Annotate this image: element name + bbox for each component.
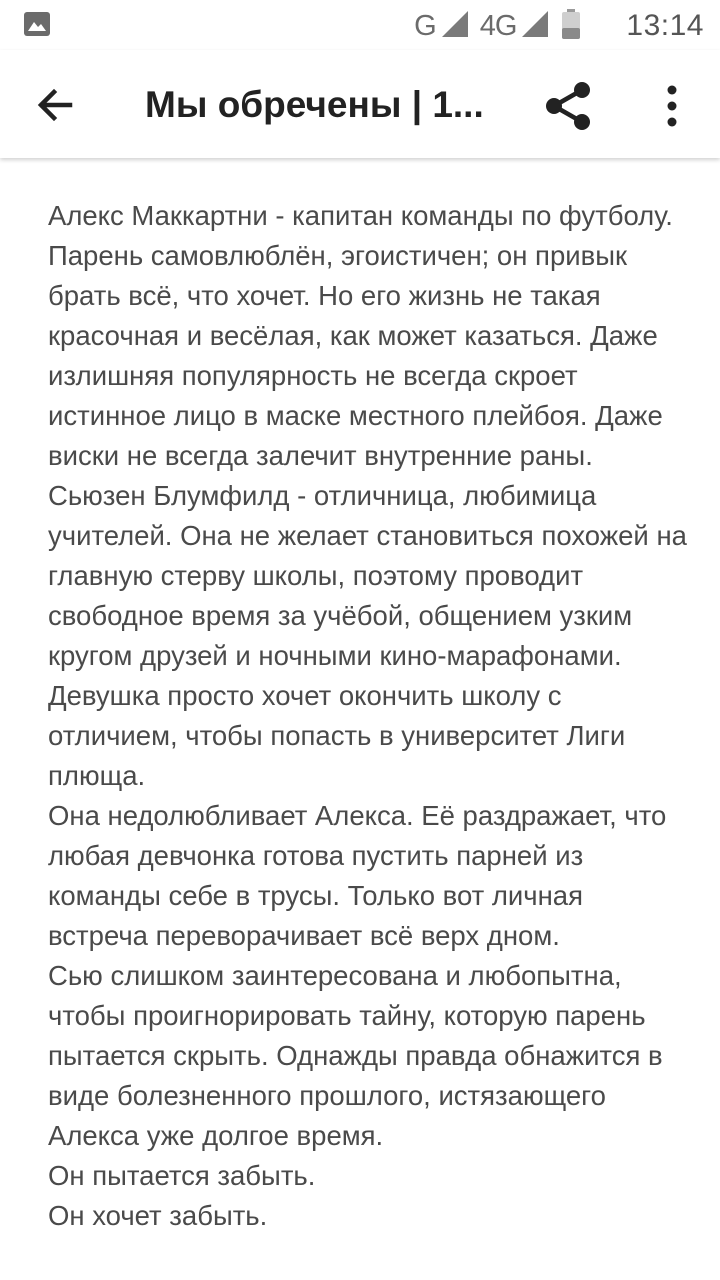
network-type-label: G <box>414 9 436 42</box>
image-icon <box>24 12 50 41</box>
description-paragraph: Алекс Маккартни - капитан команды по футболу. Парень самовлюблён, эгоистичен; он привык брать всё, что хочет. Но его жизнь не такая красочная и весёлая, как может казаться. Даже излишняя популярность не всегда скроет истинное лицо в маске местного плейбоя. Даже виски не всегда залечит внутренние раны. <box>48 200 673 471</box>
more-options-button[interactable] <box>654 80 690 132</box>
status-icons <box>414 6 704 46</box>
clock: 13:14 <box>626 9 704 42</box>
description-paragraph: Он пытается забыть. <box>48 1160 316 1191</box>
battery-icon <box>562 9 580 44</box>
story-description <box>48 196 688 1236</box>
back-button[interactable] <box>30 80 80 130</box>
signal-icon <box>522 11 548 42</box>
share-icon <box>540 121 596 138</box>
status-bar <box>0 0 720 50</box>
network-type-label: 4G <box>479 9 517 42</box>
app-bar <box>0 50 720 158</box>
page-title: Мы обречены | 1... <box>145 84 484 125</box>
description-paragraph: Сьюзен Блумфилд - отличница, любимица учителей. Она не желает становиться похожей на главную стерву школы, поэтому проводит свободное время за учёбой, общением узким кругом друзей и ночными кино-марафонами. Девушка просто хочет окончить школу с отличием, чтобы попасть в университет Лиги плюща. <box>48 480 687 791</box>
share-button[interactable] <box>540 78 596 134</box>
description-paragraph: Она недолюбливает Алекса. Её раздражает, что любая девчонка готова пустить парней из команды себе в трусы. Только вот личная встреча переворачивает всё верх дном. <box>48 800 667 951</box>
description-paragraph: Сью слишком заинтересована и любопытна, чтобы проигнорировать тайну, которую парень пытается скрыть. Однажды правда обнажится в виде болезненного прошлого, истязающего Алекса уже долгое время. <box>48 960 663 1151</box>
back-arrow-icon <box>30 117 80 134</box>
description-paragraph: Он хочет забыть. <box>48 1200 268 1231</box>
signal-icon <box>442 11 468 42</box>
more-vert-icon <box>654 119 690 136</box>
